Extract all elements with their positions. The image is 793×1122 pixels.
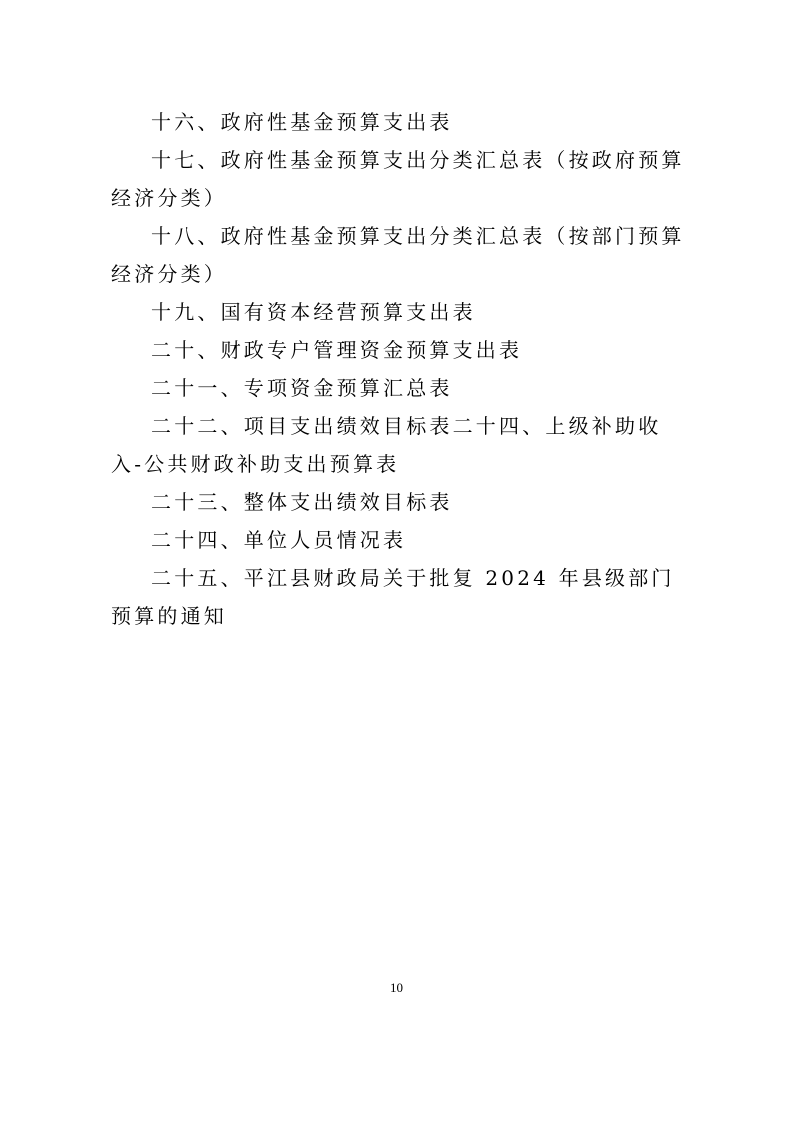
list-item: 二十二、项目支出绩效目标表二十四、上级补助收入-公共财政补助支出预算表 [111, 414, 662, 476]
table-of-contents-list [111, 103, 689, 635]
list-item: 二十、财政专户管理资金预算支出表 [151, 338, 523, 362]
list-item: 十六、政府性基金预算支出表 [151, 110, 453, 134]
list-item: 二十三、整体支出绩效目标表 [151, 490, 453, 514]
page-number: 10 [390, 980, 403, 995]
list-item: 二十五、平江县财政局关于批复 2024 年县级部门预算的通知 [111, 566, 675, 628]
list-item: 十九、国有资本经营预算支出表 [151, 300, 476, 324]
list-item: 二十一、专项资金预算汇总表 [151, 376, 453, 400]
list-item: 二十四、单位人员情况表 [151, 528, 407, 552]
list-item: 十七、政府性基金预算支出分类汇总表（按政府预算经济分类） [111, 148, 685, 210]
list-item: 十八、政府性基金预算支出分类汇总表（按部门预算经济分类） [111, 224, 685, 286]
